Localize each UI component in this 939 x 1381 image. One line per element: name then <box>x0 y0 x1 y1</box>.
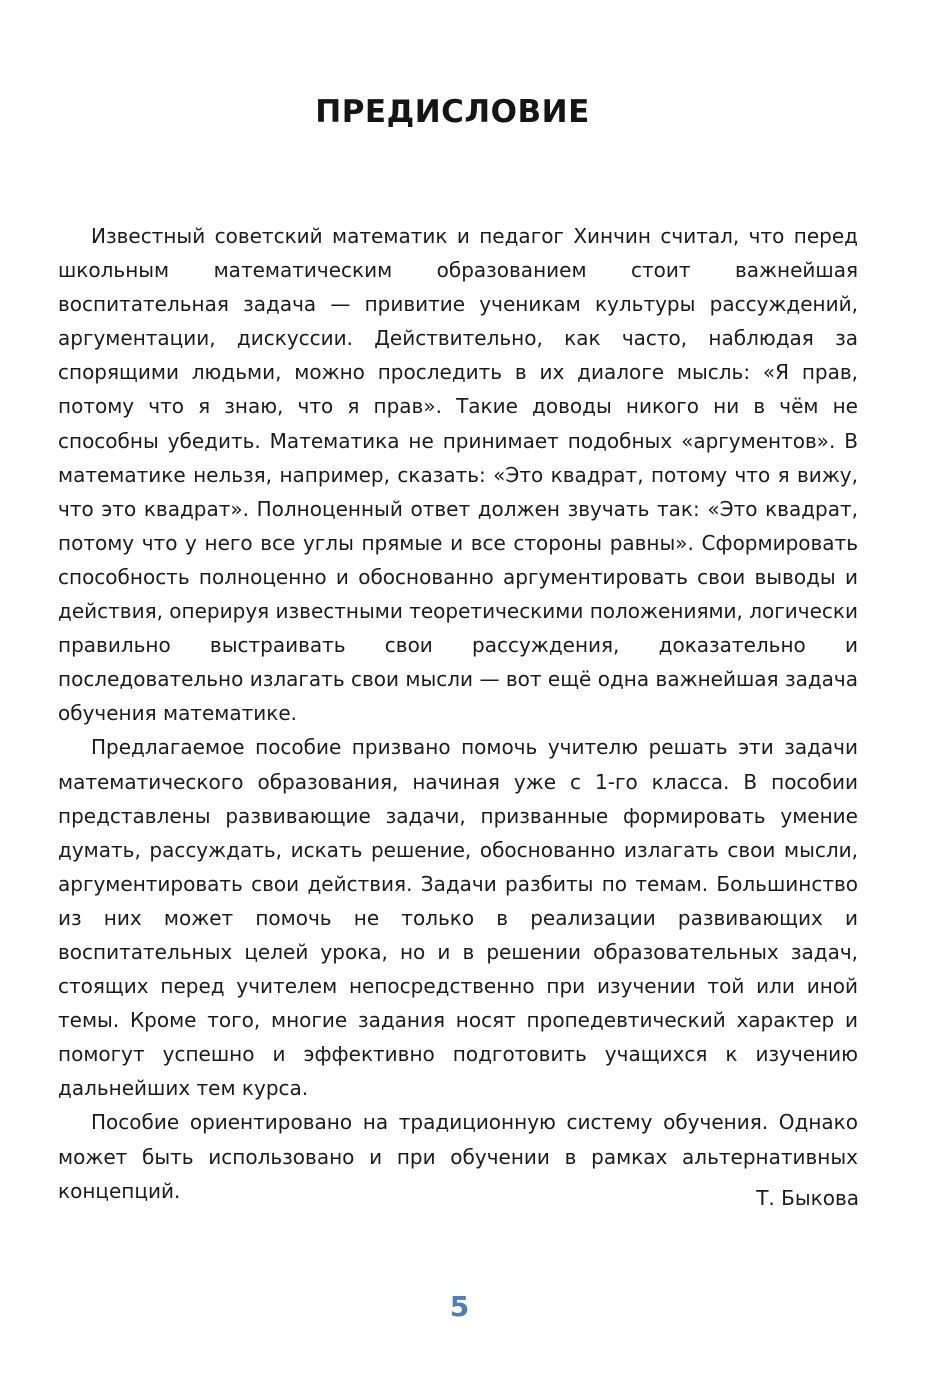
page-number: 5 <box>449 1290 470 1323</box>
page-title: ПРЕДИСЛОВИЕ <box>315 94 590 130</box>
paragraph-2: Предлагаемое пособие призвано помочь учителю решать эти задачи математического образования, начиная уже с 1-го класса. В пособии представлены развивающие задачи, призванные формировать умение думать, рассуждать, искать решение, обоснованно излагать свои мысли, аргументировать свои действия. Задачи разбиты по темам. Большинство из них может помочь не только в реализации развивающих и воспитательных целей урока, но и в решении образовательных задач, стоящих перед учителем непосредственно при изучении той или иной темы. Кроме того, многие задания носят пропедевтический характер и помогут успешно и эффективно подготовить учащихся к изучению дальнейших тем курса. <box>58 735 858 1101</box>
paragraph-1: Известный советский математик и педагог Хинчин считал, что перед школьным математическим образованием стоит важнейшая воспитательная задача — привитие ученикам культуры рассуждений, аргументации, дискуссии. Действительно, как часто, наблюдая за спорящими людьми, можно проследить в их диалоге мысль: «Я прав, потому что я знаю, что я прав». Такие доводы никого ни в чём не способны убедить. Математика не принимает подобных «аргументов». В математике нельзя, например, сказать: «Это квадрат, потому что я вижу, что это квадрат». Полноценный ответ должен звучать так: «Это квадрат, потому что у него все углы прямые и все стороны равны». Сформировать способность полноценно и обоснованно аргументировать свои выводы и действия, оперируя известными теоретическими положениями, логически правильно выстраивать свои рассуждения, доказательно и последовательно излагать свои мысли — вот ещё одна важнейшая задача обучения математике. <box>58 224 858 726</box>
author-signature: Т. Быкова <box>756 1186 859 1210</box>
preface-body <box>58 219 858 1208</box>
paragraph-3: Пособие ориентировано на традиционную систему обучения. Однако может быть использовано и при обучении в рамках альтернативных концепций. <box>58 1110 858 1203</box>
